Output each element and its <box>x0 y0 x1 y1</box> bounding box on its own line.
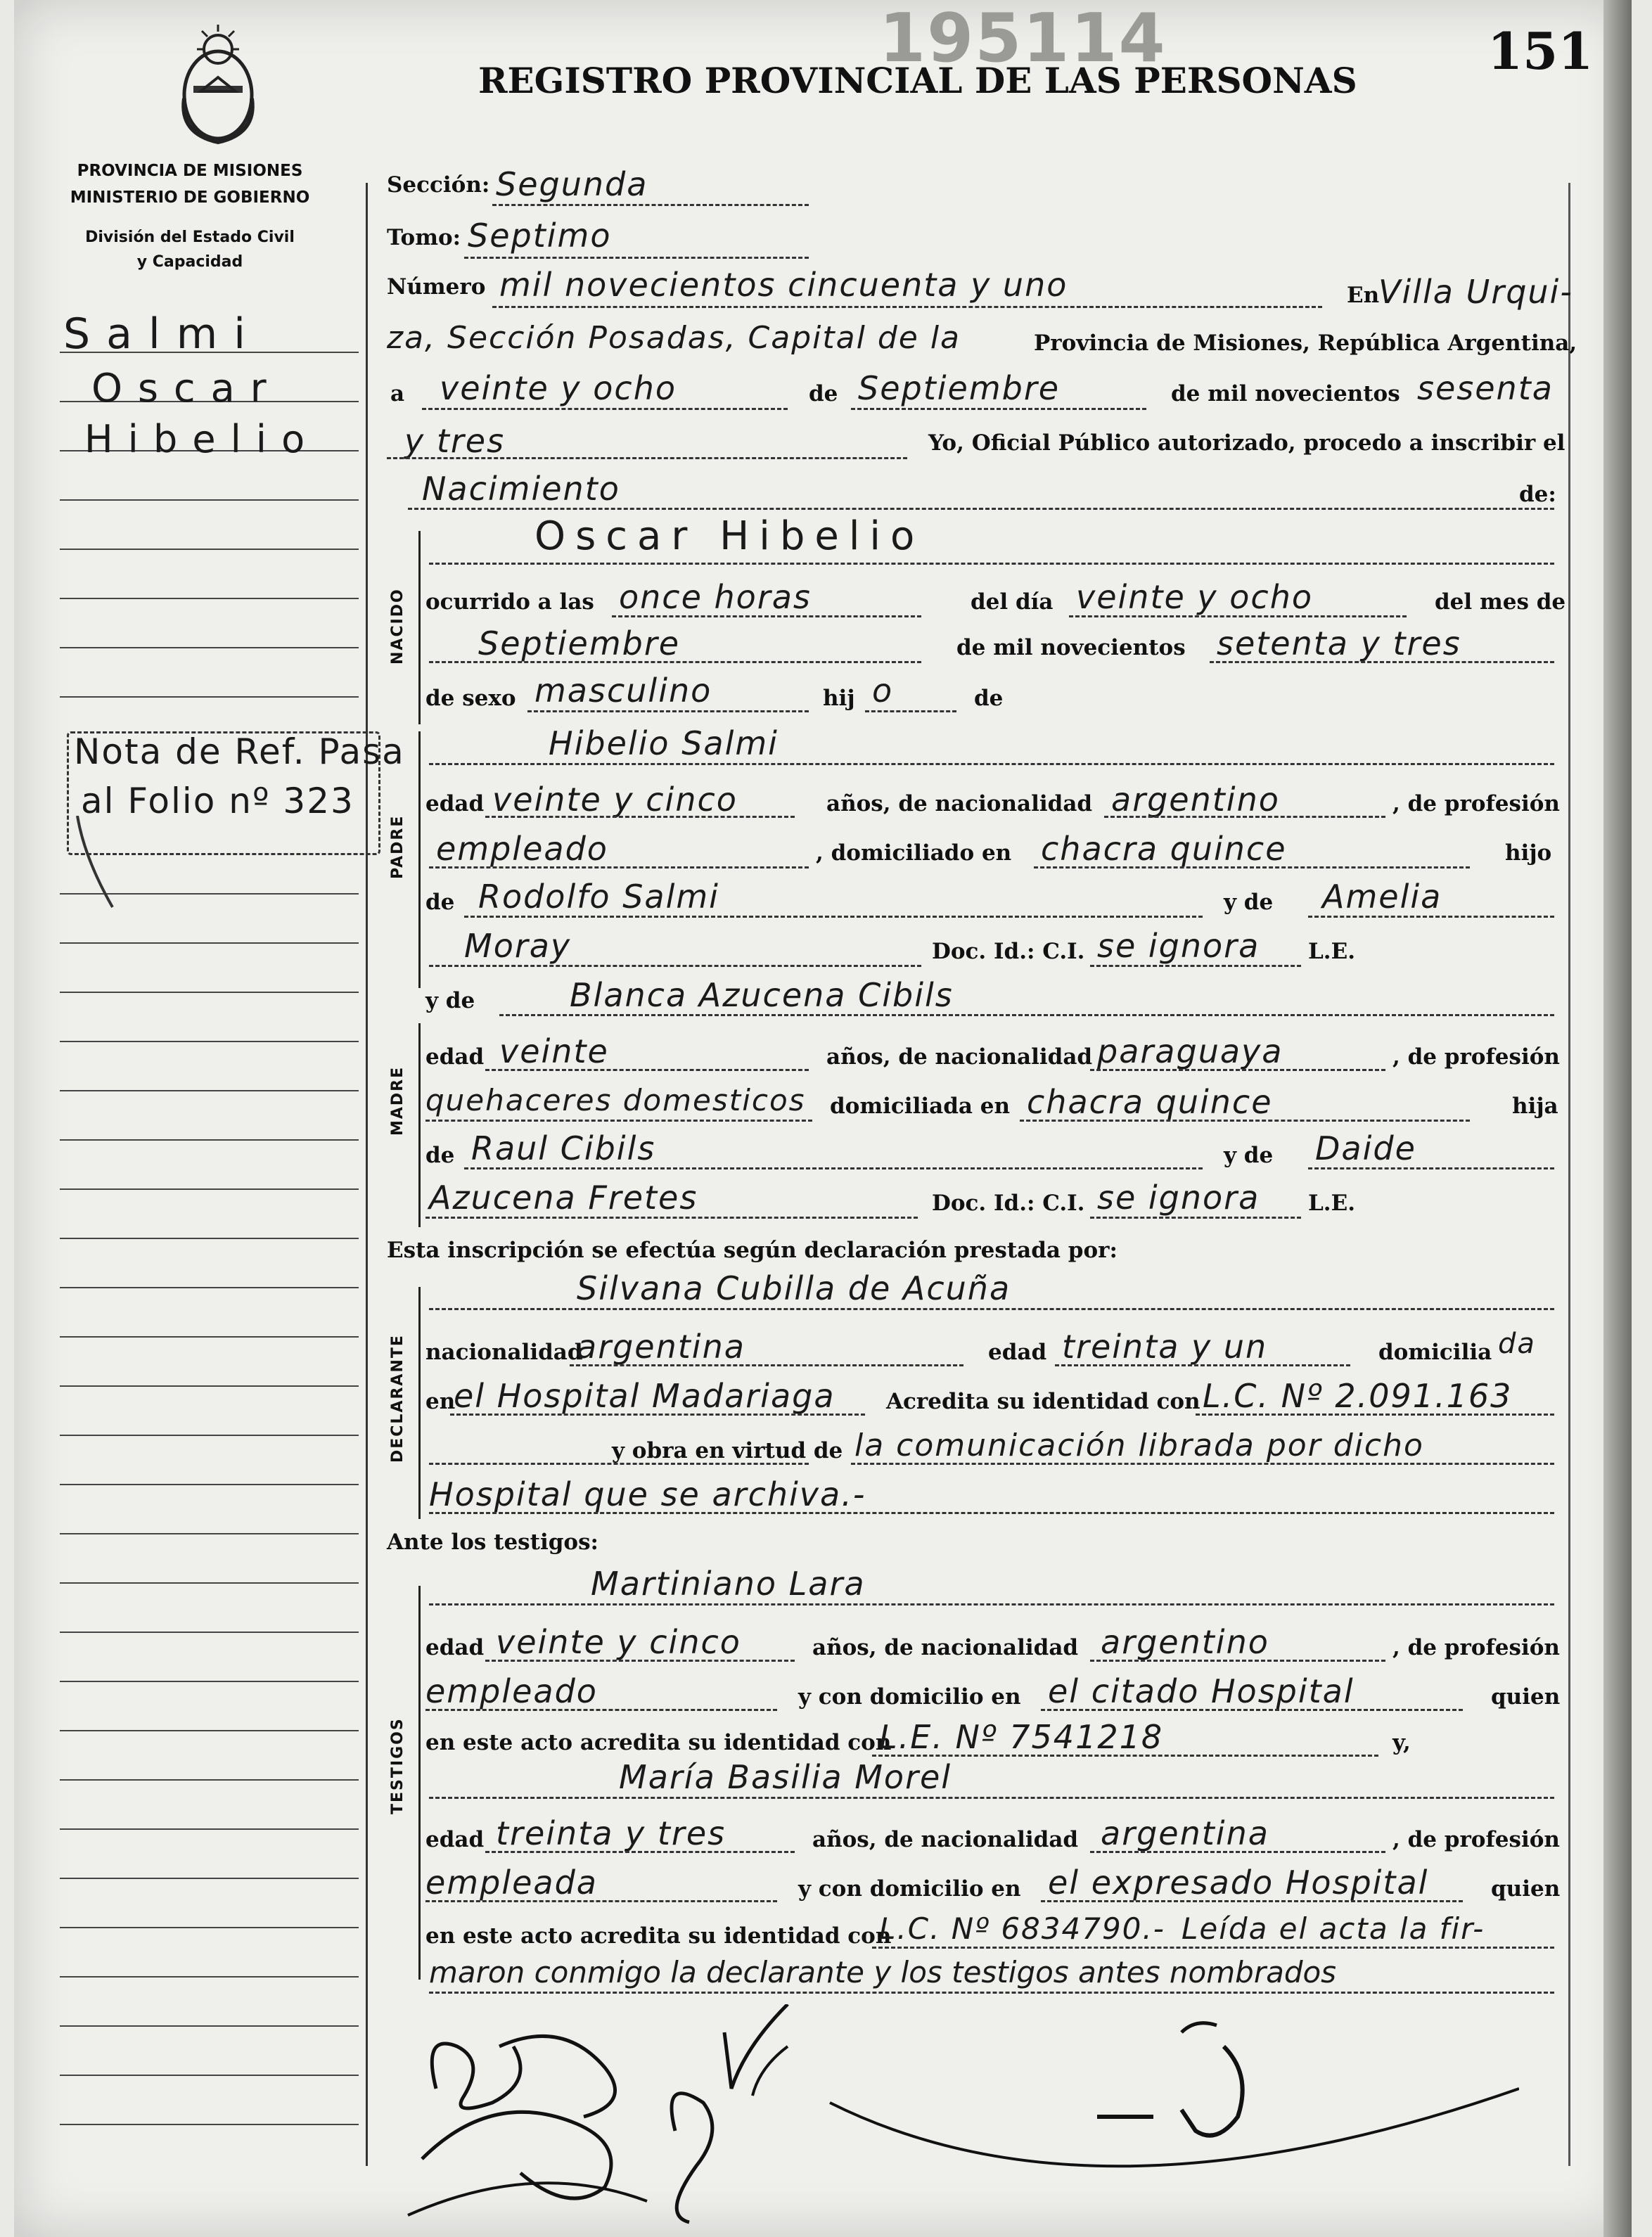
madre-father-value: Raul Cibils <box>471 1129 656 1167</box>
padre-father-value: Rodolfo Salmi <box>478 878 719 916</box>
testigos-section-label: TESTIGOS <box>389 1717 406 1814</box>
t1-prof-line <box>425 1709 777 1711</box>
t2-acredita-text: en este acto acredita su identidad con <box>425 1923 892 1949</box>
margin-ruled-line <box>60 1385 359 1387</box>
acto-line <box>408 508 1554 510</box>
madre-dom-line <box>1020 1120 1470 1122</box>
margin-ruled-line <box>60 2124 359 2125</box>
margin-ruled-line <box>60 2025 359 2027</box>
t1-name: Martiniano Lara <box>591 1565 866 1603</box>
margin-ruled-line <box>60 992 359 993</box>
t1-dom-line <box>1041 1709 1463 1711</box>
madre-edad-label: edad <box>425 1044 485 1070</box>
oficial-text: Yo, Oficial Público autorizado, procedo a inscribir el <box>928 430 1565 456</box>
nacido-mil-text: de mil novecientos <box>956 635 1186 660</box>
padre-prof-line <box>429 866 809 868</box>
t1-dom-value: el citado Hospital <box>1048 1672 1355 1710</box>
declarante-nac-line <box>570 1364 963 1366</box>
numero-label: Número <box>387 274 486 300</box>
margin-note-line1: Nota de Ref. Pasa <box>74 731 405 772</box>
madre-name-line <box>499 1014 1554 1016</box>
madre-y-de-label2: y de <box>1224 1143 1274 1168</box>
dia-value: veinte y ocho <box>440 369 677 407</box>
t1-edad-line <box>485 1660 795 1662</box>
numero-value: mil novecientos cincuenta y uno <box>499 266 1068 304</box>
madre-le-label: L.E. <box>1308 1191 1356 1216</box>
margin-ruled-line <box>60 1878 359 1879</box>
province-label: PROVINCIA DE MISIONES <box>77 162 303 180</box>
coat-of-arms-seal <box>172 21 264 151</box>
t1-y-label: y, <box>1392 1730 1411 1755</box>
t2-name-line <box>429 1797 1554 1799</box>
margin-ruled-line <box>60 942 359 944</box>
padre-dom-line <box>1034 866 1470 868</box>
madre-mother2-line <box>425 1217 918 1219</box>
madre-prof-line <box>425 1120 812 1122</box>
margin-ruled-line <box>60 1435 359 1436</box>
t2-name: María Basilia Morel <box>619 1758 952 1796</box>
margin-note-arrow <box>35 816 120 914</box>
declarante-nac-label: nacionalidad <box>425 1340 583 1365</box>
madre-mother-value1: Daide <box>1315 1129 1416 1167</box>
margin-ruled-line <box>60 1287 359 1288</box>
mes-line <box>851 408 1146 410</box>
t1-id-line <box>872 1755 1378 1757</box>
madre-father-line <box>464 1167 1203 1169</box>
margin-ruled-line <box>60 1681 359 1682</box>
nacido-section-label: NACIDO <box>389 588 406 665</box>
margin-ruled-line <box>60 696 359 698</box>
padre-de-label: de <box>425 890 455 915</box>
declarante-id-value: L.C. Nº 2.091.163 <box>1203 1377 1513 1415</box>
margin-ruled-line <box>60 1041 359 1042</box>
padre-y-de-label: y de <box>1224 890 1274 915</box>
t2-nac-line <box>1090 1851 1385 1853</box>
madre-de-label: de <box>425 1143 455 1168</box>
madre-dom-value: chacra quince <box>1027 1083 1273 1121</box>
madre-dom-text: domiciliada en <box>830 1094 1011 1119</box>
declarante-nac-value: argentina <box>577 1328 745 1366</box>
padre-section-label: PADRE <box>389 814 406 879</box>
signatures <box>394 2004 1519 2236</box>
padre-doc-label: Doc. Id.: C.I. <box>932 939 1085 964</box>
margin-ruled-line <box>60 1976 359 1978</box>
place-value2: za, Sección Posadas, Capital de la <box>387 320 961 356</box>
declarante-virtud-text: y obra en virtud de <box>612 1438 843 1463</box>
margin-surname: S a l m i <box>63 309 247 359</box>
padre-mother-value2: Moray <box>464 927 572 965</box>
sexo-label: de sexo <box>425 686 516 711</box>
de-colon-label: de: <box>1519 482 1556 507</box>
t1-nac-value: argentino <box>1101 1623 1269 1661</box>
declarante-edad-label: edad <box>988 1340 1047 1365</box>
closing-line1: Leída el acta la fir- <box>1182 1911 1485 1946</box>
madre-prof-text: , de profesión <box>1392 1044 1560 1070</box>
seccion-line <box>492 204 809 206</box>
declarante-virtud-value2: Hospital que se archiva.- <box>429 1475 866 1513</box>
declarante-virtud2-line <box>429 1512 1554 1514</box>
nacido-bracket <box>418 531 421 724</box>
declarante-dom-line <box>450 1414 865 1416</box>
madre-section-label: MADRE <box>389 1065 406 1136</box>
padre-doc-value: se ignora <box>1097 927 1260 965</box>
declarante-name: Silvana Cubilla de Acuña <box>577 1269 1011 1307</box>
closing-line2: maron conmigo la declarante y los testigos antes nombrados <box>429 1955 1337 1989</box>
seccion-value: Segunda <box>496 165 648 203</box>
mes-value: Septiembre <box>858 369 1061 407</box>
madre-bracket <box>418 1023 421 1227</box>
declarante-edad-value: treinta y un <box>1062 1328 1268 1366</box>
t2-id-line <box>872 1947 1554 1949</box>
t1-quien-label: quien <box>1491 1684 1561 1710</box>
margin-ruled-line <box>60 1632 359 1633</box>
nacido-dia-line <box>1069 615 1407 617</box>
madre-mother-value2: Azucena Fretes <box>429 1179 698 1217</box>
t2-nac-value: argentina <box>1101 1814 1269 1852</box>
place-value1: Villa Urqui- <box>1378 273 1573 311</box>
padre-doc-line <box>1090 965 1301 967</box>
padre-edad-line <box>485 816 795 818</box>
madre-nac-value: paraguaya <box>1097 1032 1283 1070</box>
nacido-anio-value: setenta y tres <box>1217 624 1461 662</box>
en-label: En <box>1347 283 1380 308</box>
declarante-name-line <box>429 1308 1554 1310</box>
declarante-dom-suffix: da <box>1498 1328 1536 1360</box>
numero-line <box>492 306 1322 308</box>
t1-edad-label: edad <box>425 1635 485 1660</box>
padre-bracket <box>418 731 421 988</box>
right-border <box>1568 183 1570 2166</box>
madre-nac-line <box>1090 1069 1385 1071</box>
margin-ruled-line <box>60 1533 359 1534</box>
nacido-de-label: de <box>974 686 1004 711</box>
de-label: de <box>809 381 838 406</box>
t2-nac-text: años, de nacionalidad <box>812 1827 1079 1852</box>
top-pencil-scribble: 195114 <box>879 0 1167 77</box>
margin-ruled-line <box>60 499 359 501</box>
margin-ruled-line <box>60 598 359 599</box>
padre-le-label: L.E. <box>1308 939 1356 964</box>
margin-ruled-line <box>60 1582 359 1584</box>
padre-mother2-line <box>429 965 921 967</box>
ministry-label: MINISTERIO DE GOBIERNO <box>70 188 310 207</box>
tomo-line <box>464 257 809 259</box>
declarante-bracket <box>418 1287 421 1519</box>
declarante-acredita-text: Acredita su identidad con <box>886 1389 1200 1414</box>
t2-dom-value: el expresado Hospital <box>1048 1864 1429 1902</box>
declarante-virtud-line <box>851 1463 1554 1465</box>
hij-value: o <box>872 672 894 710</box>
testigos-intro: Ante los testigos: <box>387 1530 598 1555</box>
sexo-value: masculino <box>534 672 712 710</box>
padre-dom-value: chacra quince <box>1041 830 1287 868</box>
t2-prof-text: , de profesión <box>1392 1827 1560 1852</box>
declarante-en-label: en <box>425 1389 456 1414</box>
anio-line <box>387 457 907 459</box>
division-line1: División del Estado Civil <box>85 229 295 246</box>
declarante-dom-value: el Hospital Madariaga <box>454 1377 835 1415</box>
margin-ruled-line <box>60 549 359 550</box>
padre-edad-label: edad <box>425 791 485 816</box>
provincia-text: Provincia de Misiones, República Argentina, <box>1034 331 1577 356</box>
t2-prof-line <box>425 1900 777 1902</box>
nacido-dia-value: veinte y ocho <box>1076 578 1313 616</box>
closing-line <box>429 1992 1554 1994</box>
anio-value1: sesenta <box>1417 369 1554 407</box>
nacido-name: Oscar Hibelio <box>534 513 925 559</box>
t2-dom-text: y con domicilio en <box>798 1876 1021 1902</box>
madre-y-de-label: y de <box>425 988 475 1013</box>
margin-given2: H i b e l i o <box>84 417 307 461</box>
dia-line <box>422 408 788 410</box>
margin-ruled-line <box>60 1139 359 1141</box>
mil-text: de mil novecientos <box>1171 381 1400 406</box>
padre-edad-value: veinte y cinco <box>492 781 738 819</box>
margin-given1: O s c a r <box>91 366 268 411</box>
madre-doc-line <box>1090 1217 1301 1219</box>
madre-prof-value: quehaceres domesticos <box>425 1083 806 1117</box>
declarante-intro: Esta inscripción se efectúa según declaración prestada por: <box>387 1238 1118 1263</box>
t2-edad-label: edad <box>425 1827 485 1852</box>
acto-value: Nacimiento <box>422 470 620 508</box>
padre-name-line <box>429 763 1554 765</box>
t1-acredita-text: en este acto acredita su identidad con <box>425 1730 892 1755</box>
t1-nac-text: años, de nacionalidad <box>812 1635 1079 1660</box>
margin-ruled-line <box>60 1779 359 1781</box>
margin-ruled-line <box>60 647 359 648</box>
hora-line <box>612 615 921 617</box>
declarante-virtud-value1: la comunicación librada por dicho <box>854 1428 1424 1463</box>
nacido-mes-value: Septiembre <box>478 624 681 662</box>
margin-ruled-line <box>60 1484 359 1485</box>
declarante-section-label: DECLARANTE <box>389 1334 406 1463</box>
t1-name-line <box>429 1603 1554 1605</box>
padre-name: Hibelio Salmi <box>549 724 779 762</box>
margin-ruled-line <box>60 1090 359 1091</box>
padre-dom-text: , domiciliado en <box>816 840 1012 866</box>
a-label: a <box>390 381 405 406</box>
t1-nac-line <box>1090 1660 1385 1662</box>
t2-edad-line <box>485 1851 795 1853</box>
madre-mother-line <box>1308 1167 1554 1169</box>
hij-line <box>865 710 956 712</box>
madre-hija-label: hija <box>1512 1094 1558 1119</box>
hora-value: once horas <box>619 578 812 616</box>
padre-father-line <box>464 916 1203 918</box>
t1-id-value: L.E. Nº 7541218 <box>879 1718 1164 1756</box>
t1-dom-text: y con domicilio en <box>798 1684 1021 1710</box>
division-line2: y Capacidad <box>136 253 243 271</box>
margin-ruled-line <box>60 2075 359 2076</box>
madre-nac-text: años, de nacionalidad <box>826 1044 1093 1070</box>
margin-note-line2: al Folio nº 323 <box>81 781 354 821</box>
padre-mother-line <box>1308 916 1554 918</box>
testigos-bracket <box>418 1586 421 1980</box>
t2-edad-value: treinta y tres <box>496 1814 726 1852</box>
nacido-mes-line <box>429 661 921 663</box>
declarante-dom-label: domicilia <box>1378 1340 1492 1365</box>
record-sheet <box>14 0 1632 2237</box>
seccion-label: Sección: <box>387 172 490 198</box>
tomo-label: Tomo: <box>387 225 461 250</box>
nacido-name-line <box>429 563 1554 565</box>
padre-mother-value1: Amelia <box>1322 878 1442 916</box>
madre-name: Blanca Azucena Cibils <box>570 976 954 1014</box>
margin-ruled-line <box>60 1730 359 1731</box>
ocurrido-label: ocurrido a las <box>425 589 594 615</box>
margin-ruled-line <box>60 1828 359 1830</box>
madre-doc-value: se ignora <box>1097 1179 1260 1217</box>
madre-edad-value: veinte <box>499 1032 609 1070</box>
declarante-id-line <box>1196 1414 1554 1416</box>
padre-hijo-label: hijo <box>1505 840 1552 866</box>
margin-ruled-line <box>60 1927 359 1928</box>
sexo-line <box>527 710 809 712</box>
t2-dom-line <box>1041 1900 1463 1902</box>
hij-label: hij <box>823 686 855 711</box>
madre-edad-line <box>485 1069 809 1071</box>
madre-doc-label: Doc. Id.: C.I. <box>932 1191 1085 1216</box>
margin-divider <box>366 183 368 2166</box>
t2-quien-label: quien <box>1491 1876 1561 1902</box>
padre-nac-line <box>1104 816 1385 818</box>
t1-edad-value: veinte y cinco <box>496 1623 741 1661</box>
del-mes-label: del mes de <box>1435 589 1566 615</box>
declarante-edad-line <box>1055 1364 1350 1366</box>
margin-ruled-line <box>60 1188 359 1190</box>
padre-nac-text: años, de nacionalidad <box>826 791 1093 816</box>
margin-ruled-line <box>60 1238 359 1239</box>
t1-prof-value: empleado <box>425 1672 598 1710</box>
padre-prof-text: , de profesión <box>1392 791 1560 816</box>
registry-title: REGISTRO PROVINCIAL DE LAS PERSONAS <box>478 60 1357 101</box>
t2-prof-value: empleada <box>425 1864 598 1902</box>
anio-value2: y tres <box>404 422 506 460</box>
nacido-anio-line <box>1210 661 1554 663</box>
page-number: 151 <box>1487 21 1594 81</box>
padre-prof-value: empleado <box>436 830 608 868</box>
t1-prof-text: , de profesión <box>1392 1635 1560 1660</box>
del-dia-label: del día <box>971 589 1054 615</box>
margin-ruled-line <box>60 1336 359 1338</box>
tomo-value: Septimo <box>468 217 612 255</box>
t2-id-value: L.C. Nº 6834790.- <box>879 1911 1165 1946</box>
padre-nac-value: argentino <box>1111 781 1280 819</box>
